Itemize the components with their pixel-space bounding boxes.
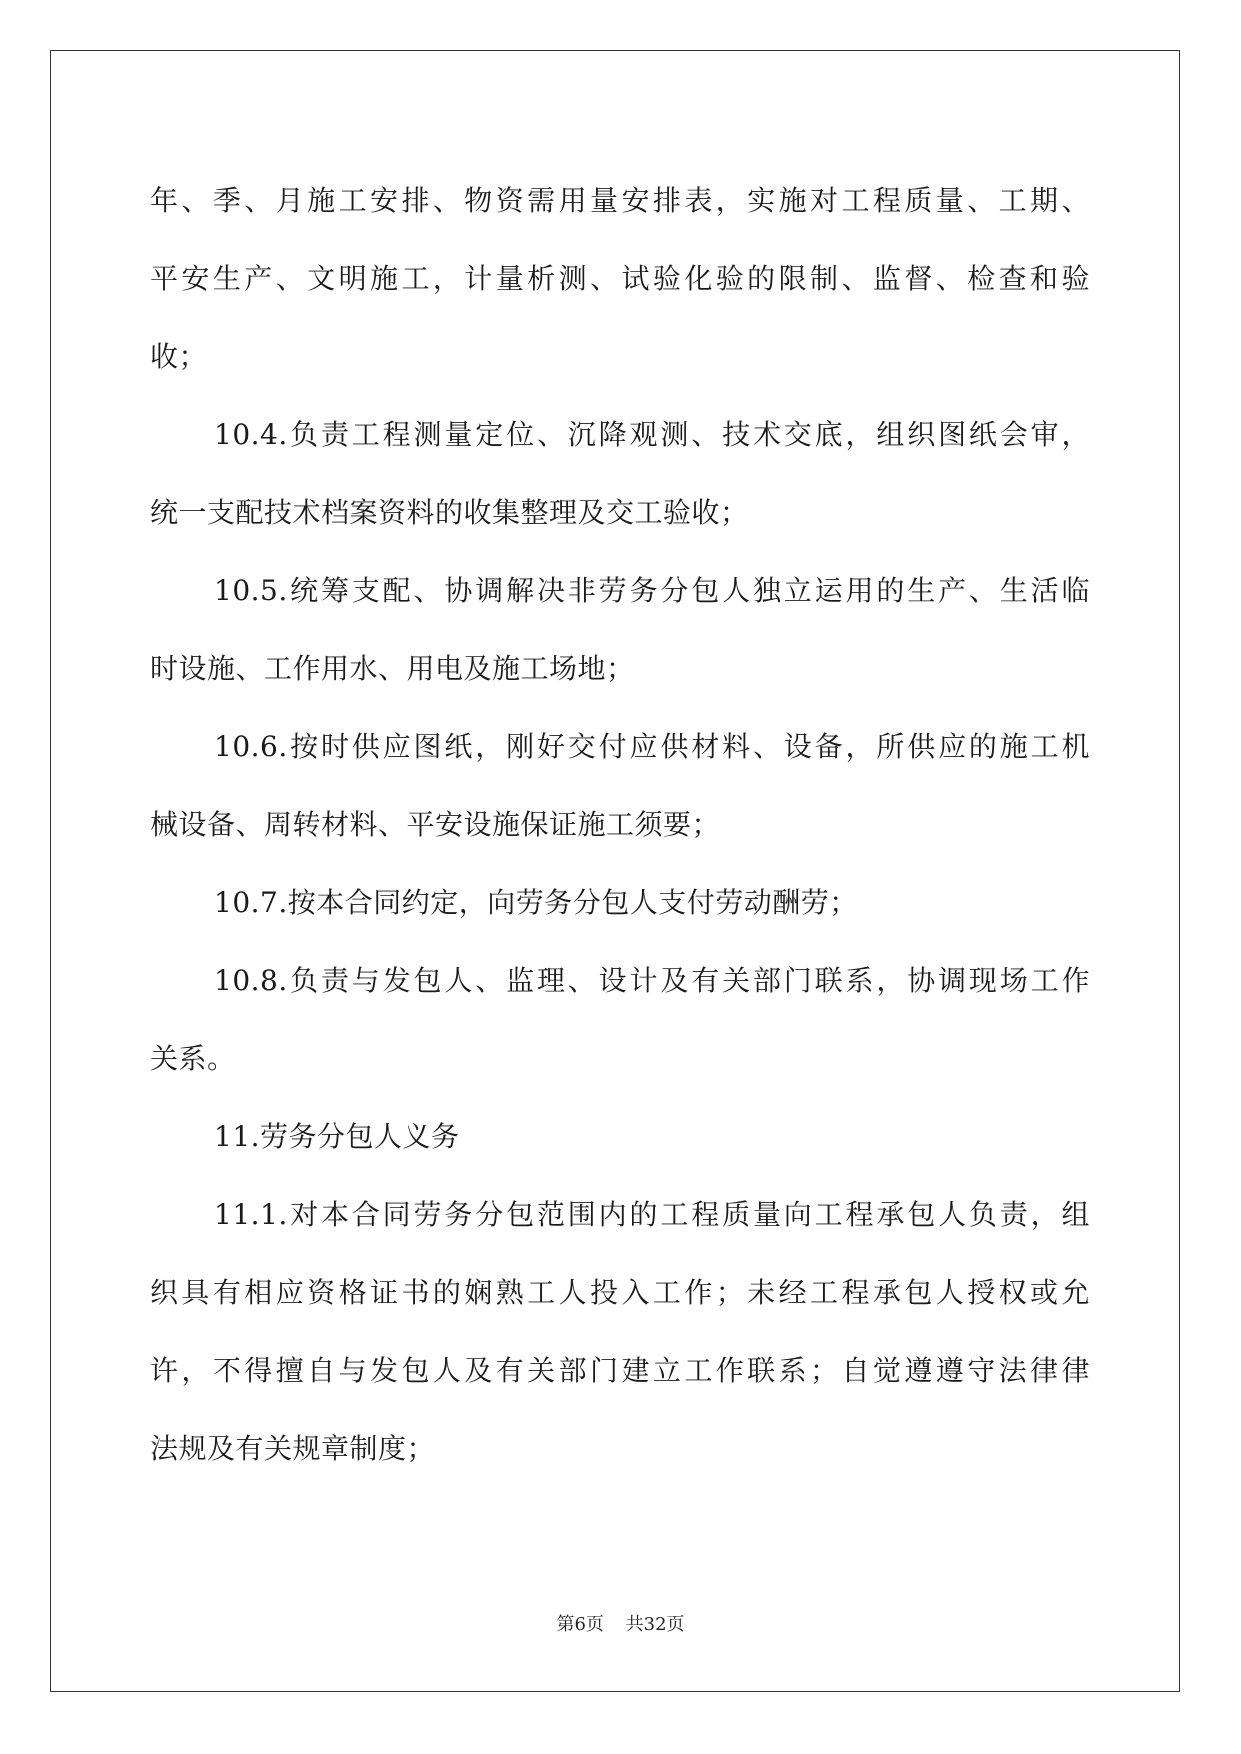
text-line: 年、季、月施工安排、物资需用量安排表，实施对工程质量、工期、 bbox=[150, 184, 1090, 217]
text-line: 平安生产、文明施工，计量析测、试验化验的限制、监督、检查和验 bbox=[150, 262, 1090, 295]
page-number: 第6页 bbox=[556, 1614, 604, 1635]
text-line: 械设备、周转材料、平安设施保证施工须要； bbox=[150, 808, 721, 841]
text-line: 许，不得擅自与发包人及有关部门建立工作联系；自觉遵遵守法律律 bbox=[150, 1354, 1090, 1387]
paragraph-10-4: 10.4.负责工程测量定位、沉降观测、技术交底，组织图纸会审， bbox=[214, 418, 1090, 451]
paragraph-11-1: 11.1.对本合同劳务分包范围内的工程质量向工程承包人负责，组 bbox=[214, 1198, 1090, 1231]
page-total: 共32页 bbox=[625, 1614, 685, 1635]
text-line: 收； bbox=[150, 340, 208, 373]
page-footer bbox=[0, 1610, 1241, 1636]
text-line: 统一支配技术档案资料的收集整理及交工验收； bbox=[150, 496, 749, 529]
paragraph-10-7: 10.7.按本合同约定，向劳务分包人支付劳动酬劳； bbox=[214, 886, 858, 919]
document-body bbox=[150, 162, 1090, 1488]
text-line: 法规及有关规章制度； bbox=[150, 1432, 436, 1465]
section-heading-11: 11.劳务分包人义务 bbox=[214, 1120, 460, 1153]
paragraph-10-5: 10.5.统筹支配、协调解决非劳务分包人独立运用的生产、生活临 bbox=[214, 574, 1090, 607]
paragraph-10-6: 10.6.按时供应图纸，刚好交付应供材料、设备，所供应的施工机 bbox=[214, 730, 1090, 763]
paragraph-10-8: 10.8.负责与发包人、监理、设计及有关部门联系，协调现场工作 bbox=[214, 964, 1090, 997]
text-line: 时设施、工作用水、用电及施工场地； bbox=[150, 652, 635, 685]
text-line: 织具有相应资格证书的娴熟工人投入工作；未经工程承包人授权或允 bbox=[150, 1276, 1090, 1309]
text-line: 关系。 bbox=[150, 1042, 236, 1075]
